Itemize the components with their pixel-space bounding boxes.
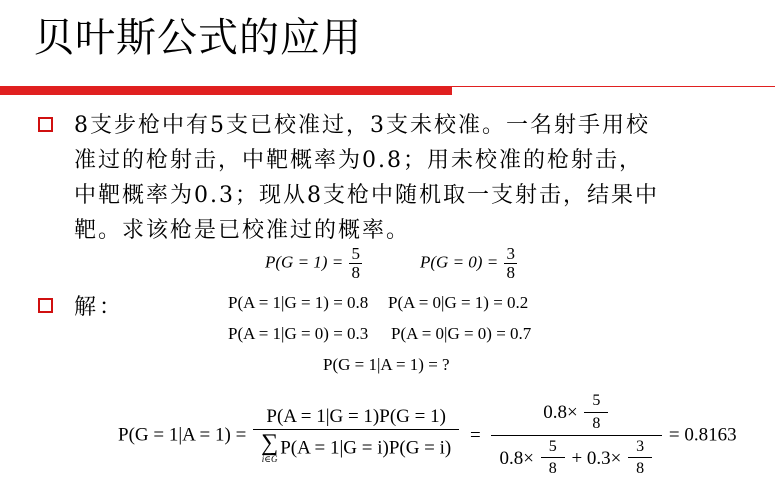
bayes-lhs: P(G = 1|A = 1) =	[118, 424, 247, 446]
bayes-result: = 0.8163	[668, 424, 737, 446]
solution-bullet-icon	[38, 298, 53, 313]
problem-text	[74, 108, 744, 248]
solution-label: 解：	[74, 295, 125, 320]
prior-g1-equation: P(G = 1) = $\frac{5}{8}$	[265, 244, 360, 282]
cond-a1-g1: P(A = 1|G = 1) = 0.8	[228, 293, 369, 312]
prior-g1-fraction: $\frac{5}{8}$	[351, 244, 360, 282]
problem-line: 中靶概率为0.3；现从8支枪中随机取一支射击，结果中	[74, 183, 659, 208]
title-underline-bar	[0, 86, 452, 95]
problem-line: 靶。求该枪是已校准过的概率。	[74, 218, 411, 243]
summation-icon: ∑ i∈G	[261, 430, 279, 464]
numeric-fraction: 0.8× $\frac{5}{8}$ 0.8× $\frac{5}{8}$ + 0.3× $\frac{3}{8}$	[491, 393, 662, 478]
prior-g0-fraction: $\frac{3}{8}$	[506, 244, 515, 282]
slide-title: 贝叶斯公式的应用	[34, 15, 362, 61]
problem-line: 准过的枪射击，中靶概率为0.8；用未校准的枪射击，	[74, 148, 643, 173]
problem-line: 8支步枪中有5支已校准过，3支未校准。一名射手用校	[74, 113, 650, 138]
cond-a0-g0: P(A = 0|G = 0) = 0.7	[391, 324, 532, 343]
cond-a0-g1: P(A = 0|G = 1) = 0.2	[388, 293, 529, 312]
question-equation: P(G = 1|A = 1) = ?	[323, 355, 450, 374]
cond-a1-g0: P(A = 1|G = 0) = 0.3	[228, 324, 369, 343]
bayes-formula: P(G = 1|A = 1) = P(A = 1|G = 1)P(G = 1) ∑ i∈G P(A = 1|G = i)P(G = i) = 0.8× $\frac{5}{8}$ 0.8× $\frac{5}{8}$ + 0.3× $\frac{3}{8}$ = 0.8163	[118, 392, 737, 478]
bayes-fraction: P(A = 1|G = 1)P(G = 1) ∑ i∈G P(A = 1|G = i)P(G = i)	[253, 407, 459, 464]
problem-bullet-icon	[38, 117, 53, 132]
title-underline-line	[452, 86, 775, 87]
prior-g0-equation: P(G = 0) = $\frac{3}{8}$	[420, 244, 515, 282]
